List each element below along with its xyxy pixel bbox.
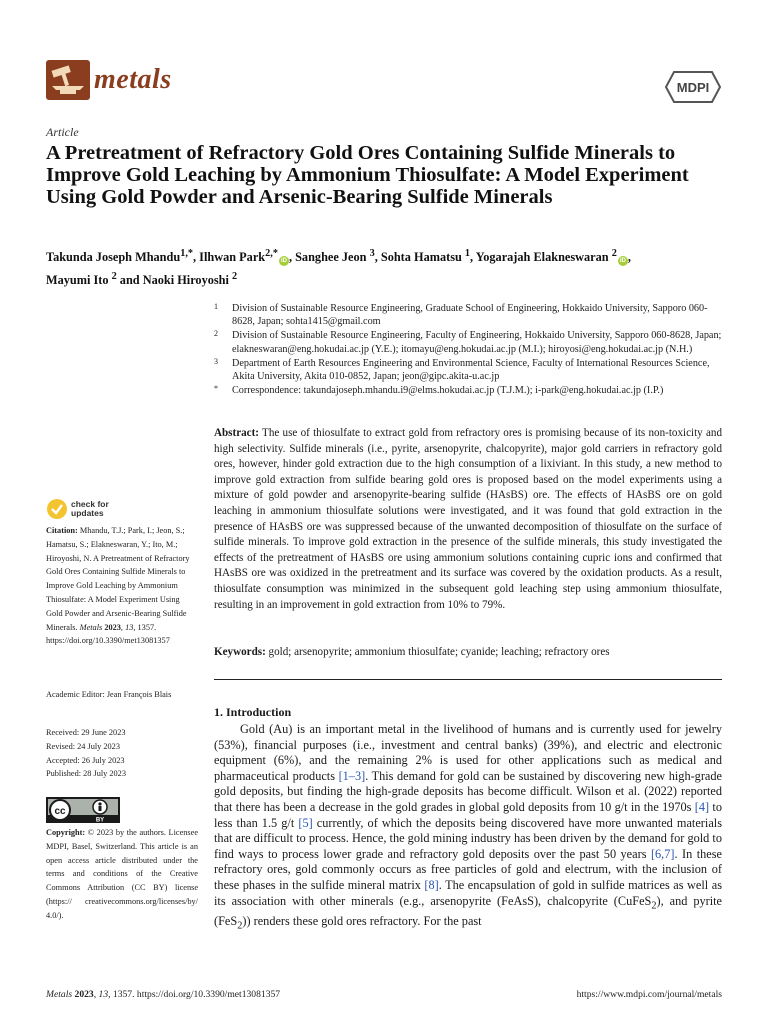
section-divider <box>214 679 722 680</box>
author-sup: 2 <box>611 248 617 259</box>
affiliation-number: 3 <box>214 356 218 366</box>
copyright-label: Copyright: <box>46 828 86 837</box>
footer-journal-url[interactable]: https://www.mdpi.com/journal/metals <box>576 989 722 1000</box>
check-line-2: updates <box>71 508 104 518</box>
author-sup: 2 <box>232 271 238 283</box>
received-date: Received: 29 June 2023 <box>46 728 126 737</box>
check-updates-text <box>71 500 109 519</box>
accepted-date: Accepted: 26 July 2023 <box>46 755 125 765</box>
journal-name: metals <box>94 64 172 95</box>
footer-year: 2023 <box>74 989 94 1000</box>
citation-block: Citation: Mhandu, T.J.; Park, I.; Jeon, S.; Hamatsu, S.; Elakneswaran, Y.; Ito, M.; Hiroyoshi, N. A Pretreatment of Refractory Gold Ores Containing Sulfide Minerals to Improve Gold Leaching by Ammonium Thiosulfate: A Model Experiment Using Gold Powder and Arsenic-Bearing Sulfide Minerals. Metals 2023, 13, 1357. https://doi.org/10.3390/met13081357 <box>46 526 190 646</box>
author-conjunction: and <box>119 273 140 288</box>
copyright-notice <box>46 826 198 923</box>
footer-journal: Metals <box>46 989 73 1000</box>
article-type: Article <box>46 125 79 139</box>
intro-text: . In these refractory ores, gold commonly occurs as free particles of gold and electrum, with the inclusion of these phases in the sulfide mineral matrix <box>214 846 722 892</box>
svg-text:cc: cc <box>54 806 66 817</box>
citation-link[interactable]: [4] <box>694 799 710 814</box>
affiliation-text: Department of Earth Resources Engineering and Environmental Science, Faculty of International Resources Science, Akita University, Akita 010-0852, Japan; jeon@gipc.akita-u.ac.jp <box>232 357 710 383</box>
cc-by-license-badge[interactable] <box>46 797 120 823</box>
anvil-hammer-icon <box>46 60 90 100</box>
subscript: 2 <box>651 899 657 911</box>
academic-editor: Academic Editor: Jean François Blais <box>46 690 172 699</box>
citation-link[interactable]: [5] <box>298 815 313 830</box>
citation-doi[interactable]: , 1357. https://doi.org/10.3390/met13081357 <box>46 622 170 646</box>
intro-text: )) renders these gold ores refractory. For the past <box>242 913 482 928</box>
orcid-icon[interactable]: iD <box>619 258 626 265</box>
intro-text: Gold (Au) is an important metal in the livelihood of humans and is currently used for jewelry (53%), financial purposes (i.e., investment and central banks) (39%), and electric and electronic equipment (6%), and the remaining 2% is used for other applications such as medical and pharmaceutical products <box>214 722 722 783</box>
keywords <box>214 645 722 660</box>
affiliations <box>214 302 726 398</box>
publication-dates <box>46 726 198 781</box>
affiliation-text: Correspondence: takundajoseph.mhandu.i9@elms.hokudai.ac.jp (T.J.M.); i-park@eng.hokudai.ac.jp (I.P.) <box>232 385 664 397</box>
check-updates-icon <box>46 498 68 520</box>
intro-text: ), and pyrite (FeS <box>214 893 722 928</box>
orcid-icon[interactable]: iD <box>280 258 287 265</box>
page-title: A Pretreatment of Refractory Gold Ores Containing Sulfide Minerals to Improve Gold Leaching by Ammonium Thiosulfate: A Model Experiment Using Gold Powder and Arsenic-Bearing Sulfide Minerals <box>46 142 689 208</box>
footer-volume: 13 <box>98 989 109 1000</box>
keywords-text: gold; arsenopyrite; ammonium thiosulfate; cyanide; leaching; refractory ores <box>268 646 610 658</box>
revised-date: Revised: 24 July 2023 <box>46 741 120 751</box>
author-sup: 3 <box>369 248 375 259</box>
abstract-text: The use of thiosulfate to extract gold from refractory ores is promising because of its non-toxicity and high selectivity. Sulfide minerals (i.e., pyrite, arsenopyrite, chalcopyrite), major gold carriers in refractory gold ores, however, hinder gold extraction due to the high consumption of a lixiviant. In this study, a new method to improve gold extraction from sulfide bearing gold ores is proposed based on the model experiments using a mixture of gold powder and arsenopyrite-bearing sulfide (HAsBS) ore. The effects of HAsBS ore on gold leaching in ammonium thiosulfate solutions were investigated, and it was found that gold extraction in the presence of HAsBS ore was suppressed because of the unwanted decomposition of thiosulfate on the surface of sulfide minerals. To improve gold extraction in the presence of the sulfide minerals, this study investigated the effects of the pretreatment of HAsBS ore using ammonium solutions containing cupric ions and confirmed that HAsBS ore was oxidized in the pretreatment and its surface was covered by the oxidation products. As a result, thiosulfate consumption was minimized in the subsequent gold leaching step using ammonium thiosulfate, resulting in an improvement in gold extraction from 10% to 79%. <box>214 427 723 611</box>
affiliation-text: Division of Sustainable Resource Engineering, Graduate School of Engineering, Hokkaido University, Sapporo 060-8628, Japan; sohta1415@gmail.com <box>232 303 708 328</box>
affiliation-item <box>214 302 726 328</box>
citation-journal: Metals <box>79 622 103 632</box>
keywords-label: Keywords: <box>214 646 266 658</box>
abstract <box>214 426 722 613</box>
citation-link[interactable]: [6,7] <box>650 846 675 861</box>
intro-text: . The encapsulation of gold in sulfide matrices as well as its association with other minerals (e.g., arsenopyrite (FeAsS), chalcopyrite (CuFeS <box>214 877 722 908</box>
citation-year: 2023 <box>104 622 121 632</box>
citation-text: Mhandu, T.J.; Park, I.; Jeon, S.; Hamatsu, S.; Elakneswaran, Y.; Ito, M.; Hiroyoshi, N. A Pretreatment of Refractory Gold Ores Containing Sulfide Minerals to Improve Gold Leaching by Ammonium Thiosulfate: A Model Experiment Using Gold Powder and Arsenic-Bearing Sulfide Minerals. <box>46 526 190 632</box>
citation-volume: 13 <box>125 622 134 632</box>
affiliation-number: 2 <box>214 329 218 339</box>
author-name[interactable]: Ilhwan Park <box>199 250 266 265</box>
affiliation-item <box>214 329 726 355</box>
check-line-1: check for <box>71 498 109 509</box>
footer-doi[interactable]: , 1357. https://doi.org/10.3390/met13081357 <box>108 989 281 1000</box>
affiliation-item <box>214 384 726 397</box>
intro-text: . This demand for gold can be sustained by discovering new high-grade gold deposits, but finding the high-grade deposits has become difficult. Wilson et al. (2022) reported that there has been a decrease in the gold grades in global gold deposits from 10 g/t in the 1970s <box>214 768 722 814</box>
citation-link[interactable]: [8] <box>424 877 439 892</box>
affiliation-text: Division of Sustainable Resource Engineering, Faculty of Engineering, Hokkaido University, Sapporo 060-8628, Japan; elakneswaran@eng.hokudai.ac.jp (Y.E.); itomayu@eng.hokudai.ac.jp (M.I.); hiroyosi@eng.hokudai.ac.jp (N.H.) <box>232 330 722 355</box>
published-date: Published: 28 July 2023 <box>46 769 126 779</box>
author-sup: 2,* <box>265 248 278 259</box>
introduction-paragraph <box>214 722 722 934</box>
author-sup: 2 <box>111 271 117 283</box>
intro-text: currently, of which the deposits being discovered have more unwanted materials that are difficult to process. Hence, the gold mining industry has been driven by the demand for gold to find ways to process lower grade and refractory gold deposits over the past 50 years <box>214 815 722 861</box>
copyright-text: © 2023 by the authors. Licensee MDPI, Basel, Switzerland. This article is an open access article distributed under the terms and conditions of the Creative Commons Attribution (CC BY) license (https:// creativecommons.org/licenses/by/ 4.0/). <box>46 828 199 920</box>
author-list: Takunda Joseph Mhandu$^{1,*}$, Ilhwan Park$^{2,*}$iD , Sanghee Jeon $^3$, Sohta Hamatsu $^1$, Yogarajah Elakneswaran $^2$iD , Mayumi Ito $^2$ and Naoki Hiroyoshi $^2$ <box>46 248 631 288</box>
author-name[interactable]: Naoki Hiroyoshi <box>142 273 229 288</box>
author-name[interactable]: Takunda Joseph Mhandu <box>46 250 181 265</box>
affiliation-item <box>214 357 726 383</box>
author-name[interactable]: Sanghee Jeon <box>295 250 367 265</box>
mdpi-text: MDPI <box>676 80 710 95</box>
author-name[interactable]: Yogarajah Elakneswaran <box>475 250 609 265</box>
author-sup: 1 <box>464 248 471 259</box>
affiliation-number: * <box>214 384 218 394</box>
citation-label: Citation: <box>46 526 78 535</box>
section-heading-introduction: 1. Introduction <box>214 705 292 719</box>
page-footer <box>46 989 722 1000</box>
author-name[interactable]: Sohta Hamatsu <box>380 250 462 265</box>
citation-link[interactable]: [1–3] <box>338 768 366 783</box>
cc-by-label: BY <box>95 817 105 823</box>
author-sup: 1,* <box>180 248 194 259</box>
journal-logo <box>46 60 172 100</box>
subscript: 2 <box>237 920 243 932</box>
abstract-label: Abstract: <box>214 427 259 439</box>
intro-text: to less than 1.5 g/t <box>214 799 723 830</box>
author-name[interactable]: Mayumi Ito <box>46 273 109 288</box>
affiliation-number: 1 <box>214 302 218 311</box>
mdpi-logo[interactable] <box>664 68 722 106</box>
footer-citation: Metals 2023, 13, 1357. https://doi.org/10.3390/met13081357 <box>46 989 281 1000</box>
check-for-updates-badge[interactable] <box>46 498 109 520</box>
